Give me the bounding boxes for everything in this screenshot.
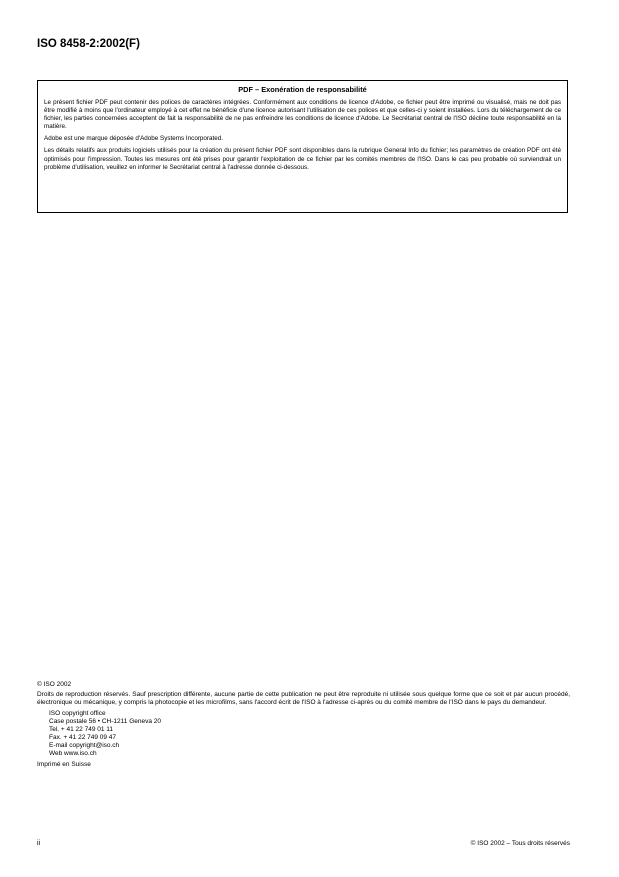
address-line: Case postale 56 • CH-1211 Geneva 20 [49, 718, 162, 726]
address-line: E-mail copyright@iso.ch [49, 742, 120, 750]
disclaimer-paragraph: Adobe est une marque déposée d'Adobe Systems Incorporated. [44, 135, 224, 143]
disclaimer-title: PDF – Exonération de responsabilité [238, 85, 367, 94]
address-line: ISO copyright office [49, 710, 106, 718]
copyright-office-address [37, 710, 570, 758]
document-id: ISO 8458-2:2002(F) [37, 38, 140, 50]
address-line: Fax. + 41 22 749 09 47 [49, 734, 117, 742]
copyright-section [37, 681, 570, 769]
disclaimer-paragraph: Le présent fichier PDF peut contenir des polices de caractères intégrées. Conformément aux conditions de licence d'Adobe, ce fichier peut être imprimé ou visualisé, mais ne doit pas être modifié à moins que l'ordinateur employé à cet effet ne bénéficie d'une licence autorisant l'utilisation de ces polices et que celles-ci y soient installées. Lors du téléchargement de ce fichier, les parties concernées acceptent de fait la responsabilité de ne pas enfreindre les conditions de licence d'Adobe. Le Secrétariat central de l'ISO décline toute responsabilité en la matière. [44, 99, 561, 131]
copyright-notice: Droits de reproduction réservés. Sauf prescription différente, aucune partie de cette publication ne peut être reproduite ni utilisée sous quelque forme que ce soit et par aucun procédé, électronique ou mécanique, y compris la photocopie et les microfilms, sans l'accord écrit de l'ISO à l'adresse ci-après ou du comité membre de l'ISO dans le pays du demandeur. [37, 691, 570, 707]
copyright-line: © ISO 2002 [37, 681, 72, 688]
address-line: Web www.iso.ch [49, 750, 97, 758]
pdf-disclaimer-box [37, 80, 568, 213]
address-line: Tel. + 41 22 749 01 11 [49, 726, 114, 734]
footer-rights: © ISO 2002 – Tous droits réservés [470, 840, 570, 847]
disclaimer-paragraph: Les détails relatifs aux produits logiciels utilisés pour la création du présent fichier PDF sont disponibles dans la rubrique General Info du fichier; les paramètres de création PDF ont été optimisés pour l'impression. Toutes les mesures ont été prises pour garantir l'exploitation de ce fichier par les comités membres de l'ISO. Dans le cas peu probable où surviendrait un problème d'utilisation, veuillez en informer le Secrétariat central à l'adresse donnée ci-dessous. [44, 147, 561, 171]
page-number: ii [37, 840, 41, 847]
printed-in: Imprimé en Suisse [37, 761, 91, 769]
